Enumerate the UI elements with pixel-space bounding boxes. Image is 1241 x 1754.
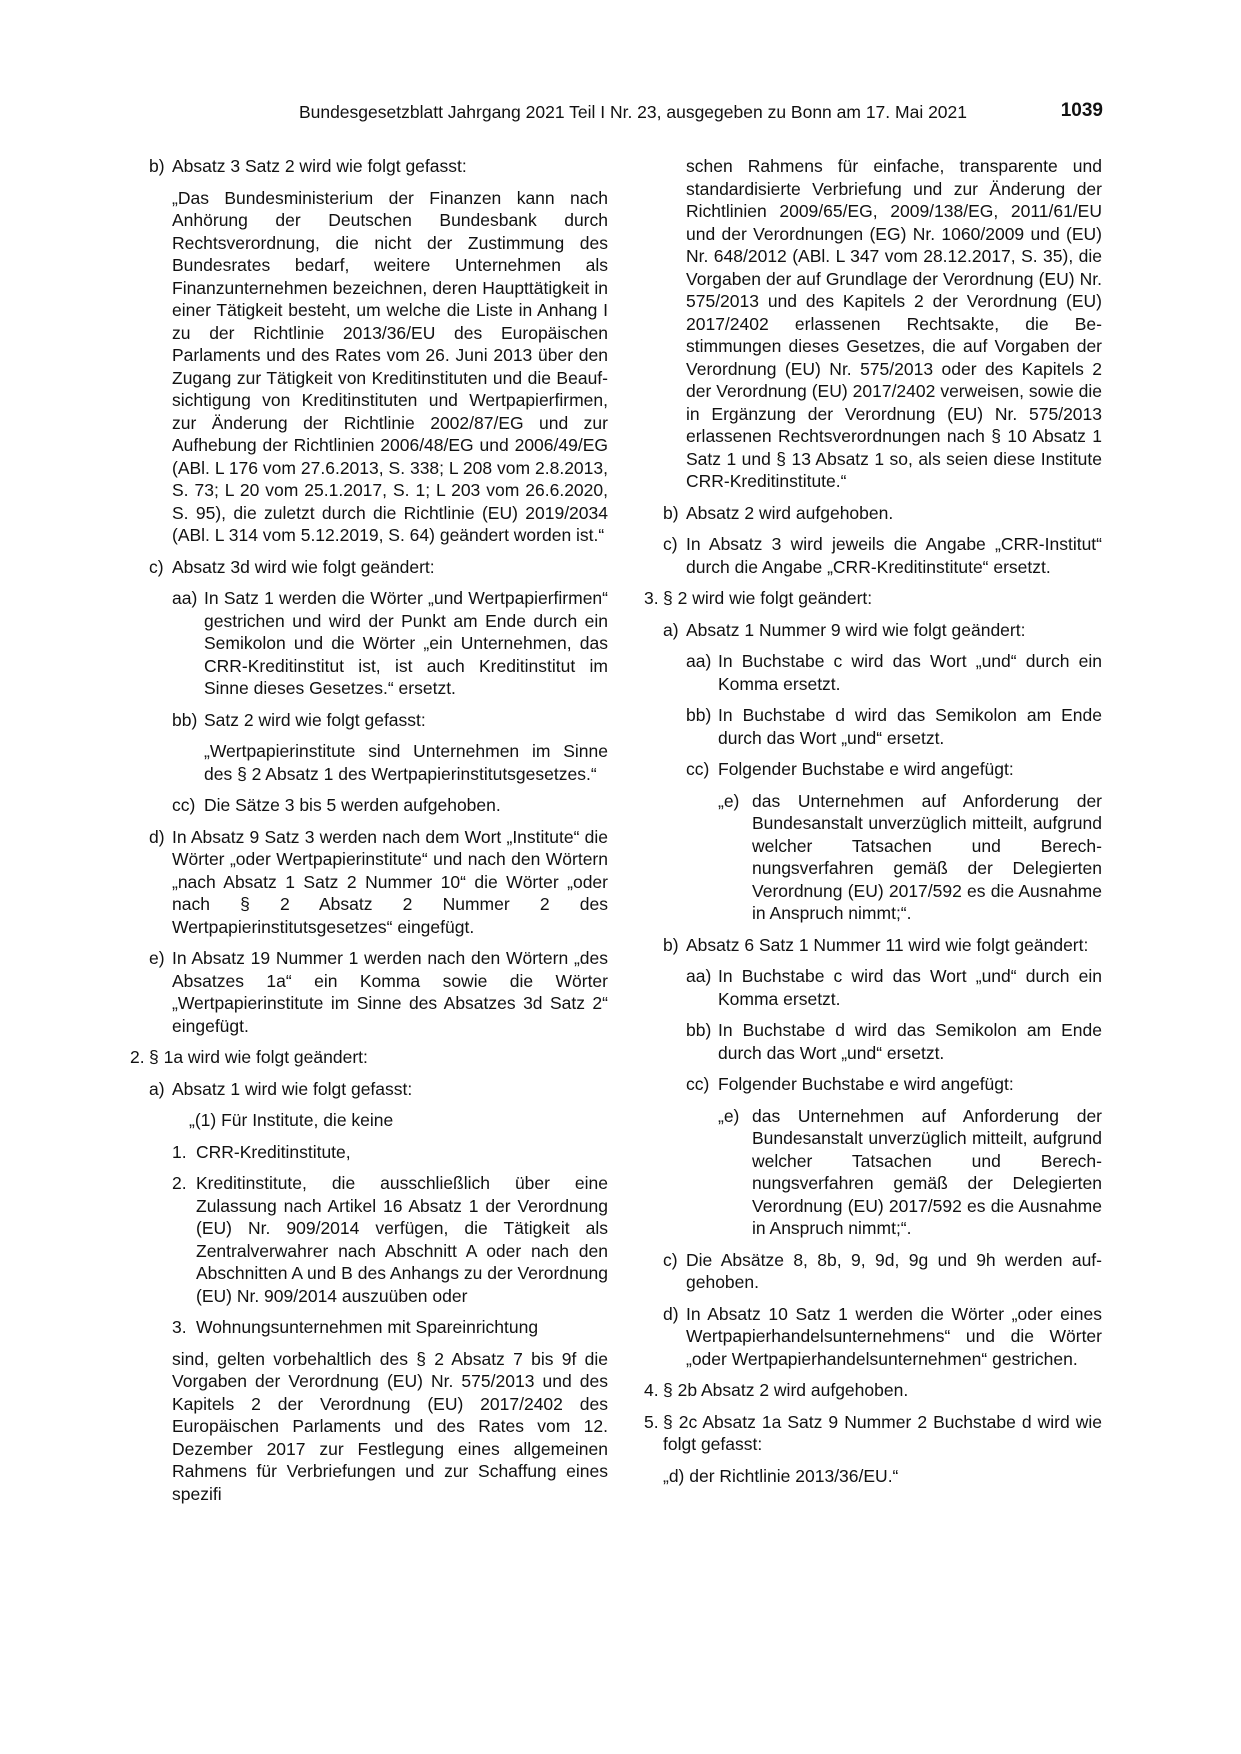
item-label: 1. [172, 1141, 187, 1162]
item-label: c) [663, 534, 678, 554]
item-label: bb) [172, 709, 198, 730]
item-label: bb) [686, 1020, 712, 1040]
item-label: 4. [644, 1380, 659, 1400]
item-label: aa) [686, 966, 712, 986]
item-text: In Absatz 10 Satz 1 werden die Wörter „oder eines Wertpapierhandelsunternehmens“ und die Wörter „oder Wertpapierhandelsunternehmen“ gestrichen. [686, 1303, 1102, 1369]
sub-item-cc [644, 758, 1102, 781]
numbered-item-4 [644, 1379, 1102, 1402]
item-text: Wohnungsunternehmen mit Spareinrichtung [196, 1317, 539, 1337]
item-label: „e) [718, 790, 740, 811]
item-text: In Satz 1 werden die Wörter „und Wertpapierfirmen“ gestrichen und wird der Punkt am Ende durch ein Semikolon und die Wörter „ein Unternehmen, das CRR-Kreditinstitut ist, ist auch Kreditinstitut im Sinne dieses Gesetzes.“ ersetzt. [204, 588, 608, 698]
item-text: In Absatz 9 Satz 3 werden nach dem Wort „Institute“ die Wörter „oder Wertpapierinstitute“ und nach den Wörtern „nach Absatz 1 Satz 2 Nummer 10“ die Wörter „oder nach § 2 Absatz 2 Nummer 2 des Wertpapierinstitutsgesetzes“ eingefügt. [172, 826, 608, 937]
quoted-letter-e [644, 1105, 1102, 1240]
sub-item-aa [644, 965, 1102, 1010]
quoted-text: „Wertpapierinstitute sind Unternehmen im Sinne des § 2 Absatz 1 des Wertpapierinstitutsgesetzes.“ [204, 741, 608, 784]
item-text: Die Absätze 8, 8b, 9, 9d, 9g und 9h werden aufgehoben. [686, 1249, 1102, 1292]
quoted-intro: „(1) Für Institute, die keine [189, 1110, 394, 1130]
numbered-item-2 [130, 1046, 608, 1069]
sub-item-cc [130, 794, 608, 817]
sub-item-bb [130, 709, 608, 786]
item-label: 3. [644, 588, 659, 608]
item-text: In Absatz 3 wird jeweils die Angabe „CRR-Institut“ durch die Angabe „CRR-Kreditinstitute“ ersetzt. [686, 534, 1102, 577]
amendment-item-b [130, 155, 608, 547]
amendment-item-3c [644, 1249, 1102, 1294]
sub-item-bb [644, 704, 1102, 749]
page-header [0, 100, 1241, 126]
item-label: e) [149, 948, 165, 968]
list-item-3 [130, 1316, 608, 1339]
item-text: Folgender Buchstabe e wird angefügt: [718, 1074, 1014, 1094]
item-text: § 2 wird wie folgt geändert: [663, 588, 873, 608]
page-number: 1039 [1060, 100, 1103, 121]
amendment-item-3a [644, 619, 1102, 642]
item-label: d) [663, 1303, 679, 1324]
item-text: Satz 2 wird wie folgt gefasst: [204, 709, 426, 730]
item-text: § 1a wird wie folgt geändert: [149, 1047, 368, 1067]
item-label: 3. [172, 1317, 187, 1337]
item-label: cc) [686, 759, 710, 779]
right-column [644, 155, 1102, 1487]
left-column [130, 155, 608, 1514]
item-label: c) [663, 1249, 678, 1270]
item-text: CRR-Kreditinstitute, [196, 1141, 351, 1162]
item-text: Absatz 1 wird wie folgt gefasst: [172, 1078, 413, 1099]
item-label: aa) [686, 651, 712, 671]
sub-item-aa [130, 587, 608, 700]
quoted-letter-e [644, 790, 1102, 925]
item-label: cc) [172, 795, 196, 815]
item-text: Folgender Buchstabe e wird angefügt: [718, 759, 1014, 779]
item-text: das Unternehmen auf Anforderung der Bundesanstalt unverzüglich mitteilt, aufgrund welcher Tatsachen und Berechnungsverfahren gemäß der Delegierten Verordnung (EU) 2017/592 es die Ausnahme in Anspruch nimmt;“. [752, 790, 1102, 923]
running-title: Bundesgesetzblatt Jahrgang 2021 Teil I Nr. 23, ausgegeben zu Bonn am 17. Mai 2021 [298, 102, 967, 122]
item-text: Absatz 3 Satz 2 wird wie folgt gefasst: [172, 156, 467, 176]
item-text: das Unternehmen auf Anforderung der Bundesanstalt unverzüglich mitteilt, aufgrund welcher Tatsachen und Berechnungsverfahren gemäß der Delegierten Verordnung (EU) 2017/592 es die Ausnahme in Anspruch nimmt;“. [752, 1105, 1102, 1238]
item-label: 5. [644, 1411, 659, 1432]
amendment-item-2a [130, 1078, 608, 1132]
item-text: Absatz 1 Nummer 9 wird wie folgt geändert: [686, 619, 1026, 640]
item-label: b) [149, 156, 165, 176]
item-text: Kreditinstitute, die ausschließlich über eine Zulassung nach Artikel 16 Absatz 1 der Verordnung (EU) Nr. 909/2014 verfügen, die Tätigkeit als Zentralverwahrer nach Abschnitt A oder nach den Abschnitten A und B des Anhangs zu der Verordnung (EU) Nr. 909/2014 auszuüben oder [196, 1173, 608, 1306]
item-label: 2. [172, 1173, 187, 1193]
numbered-item-5 [644, 1411, 1102, 1488]
item-text: In Buchstabe d wird das Semikolon am Ende durch das Wort „und“ ersetzt. [718, 705, 1102, 748]
quoted-text: „d) der Richtlinie 2013/36/EU.“ [663, 1465, 899, 1486]
item-text: Absatz 2 wird aufgehoben. [686, 502, 894, 523]
item-text: Absatz 3d wird wie folgt geändert: [172, 556, 435, 577]
numbered-item-3 [644, 587, 1102, 610]
item-text: Die Sätze 3 bis 5 werden aufgehoben. [204, 795, 501, 815]
item-text: schen Rahmens für einfache, transparente und standardisierte Verbriefung und zur Änderung der Richtlinien 2009/65/EG, 2009/138/EG, 2011/61/EU und der Verordnungen (EG) Nr. 1060/2009 und (EU) Nr. 648/2012 (ABl. L 347 vom 28.12.2017, S. 35), die Vorgaben der auf Grundlage der Verordnung (EU) Nr. 575/2013 und des Kapitels 2 der Verordnung (EU) 2017/2402 erlassenen Rechtsakte, die Bestimmungen dieses Gesetzes, die auf Vorgaben der Verordnung (EU) Nr. 575/2013 oder des Kapitels 2 der Verordnung (EU) 2017/2402 verweisen, sowie die in Ergänzung der Verordnung (EU) Nr. 575/2013 erlassenen Rechtsverordnungen nach § 10 Absatz 1 Satz 1 und § 13 Absatz 1 so, als seien diese Institute CRR-Kreditinstitute.“ [686, 156, 1102, 491]
item-text: In Buchstabe c wird das Wort „und“ durch ein Komma ersetzt. [718, 651, 1102, 694]
item-text: In Buchstabe d wird das Semikolon am Ende durch das Wort „und“ ersetzt. [718, 1020, 1102, 1063]
sub-item-aa [644, 650, 1102, 695]
sub-item-cc [644, 1073, 1102, 1096]
item-text: In Buchstabe c wird das Wort „und“ durch ein Komma ersetzt. [718, 966, 1102, 1009]
item-label: a) [663, 619, 679, 640]
list-item-2 [130, 1172, 608, 1307]
sub-item-bb [644, 1019, 1102, 1064]
item-text: § 2c Absatz 1a Satz 9 Nummer 2 Buchstabe d wird wie folgt gefasst: [663, 1411, 1102, 1454]
item-label: b) [663, 502, 679, 523]
list-item-1 [130, 1141, 608, 1164]
item-text: sind, gelten vorbehaltlich des § 2 Absatz 7 bis 9f die Vorgaben der Verordnung (EU) Nr. 575/2013 und des Kapitels 2 der Verordnung (EU) 2017/2402 des Europäischen Parlaments und des Rates vom 12. Dezember 2017 zur Festlegung eines allgemeinen Rahmens für Verbriefungen und zur Schaffung eines spezifi [172, 1348, 608, 1504]
amendment-item-d [130, 826, 608, 939]
amendment-item-c [130, 556, 608, 579]
item-label: „e) [718, 1105, 740, 1126]
continuation-text [130, 1348, 608, 1506]
quoted-text: „Das Bundesministerium der Finanzen kann nach Anhörung der Deutschen Bundesbank durch Rechtsverordnung, die nicht der Zustimmung des Bundesrates bedarf, weitere Unternehmen als Finanzunternehmen bezeichnen, deren Haupttätigkeit in einer Tätigkeit besteht, um welche die Liste in Anhang I zu der Richtlinie 2013/36/EU des Europäischen Parlaments und des Rates vom 26. Juni 2013 über den Zugang zur Tätigkeit von Kreditinstituten und die Beaufsichtigung von Kreditinstituten und Wertpapierfirmen, zur Änderung der Richtlinie 2002/87/EG und zur Aufhebung der Richtlinien 2006/48/EG und 2006/49/EG (ABl. L 176 vom 27.6.2013, S. 338; L 208 vom 2.8.2013, S. 73; L 20 vom 25.1.2017, S. 1; L 203 vom 26.6.2020, S. 95), die zuletzt durch die Richtlinie (EU) 2019/2034 (ABl. L 314 vom 5.12.2019, S. 64) geändert worden ist.“ [172, 187, 608, 545]
amendment-item-c [644, 533, 1102, 578]
amendment-item-e [130, 947, 608, 1037]
continuation-text [644, 155, 1102, 493]
item-text: § 2b Absatz 2 wird aufgehoben. [663, 1380, 909, 1400]
item-label: 2. [130, 1047, 145, 1067]
item-text: In Absatz 19 Nummer 1 werden nach den Wörtern „des Absatzes 1a“ ein Komma sowie die Wörter „Wertpapierinstitute im Sinne des Absatzes 3d Satz 2“ eingefügt. [172, 948, 608, 1036]
item-label: bb) [686, 705, 712, 725]
amendment-item-3d [644, 1303, 1102, 1371]
item-text: Absatz 6 Satz 1 Nummer 11 wird wie folgt geändert: [686, 934, 1089, 955]
amendment-item-b [644, 502, 1102, 525]
item-label: a) [149, 1078, 165, 1099]
item-label: aa) [172, 588, 198, 608]
item-label: b) [663, 934, 679, 955]
amendment-item-3b [644, 934, 1102, 957]
item-label: cc) [686, 1074, 710, 1094]
item-label: c) [149, 556, 164, 577]
item-label: d) [149, 826, 165, 847]
